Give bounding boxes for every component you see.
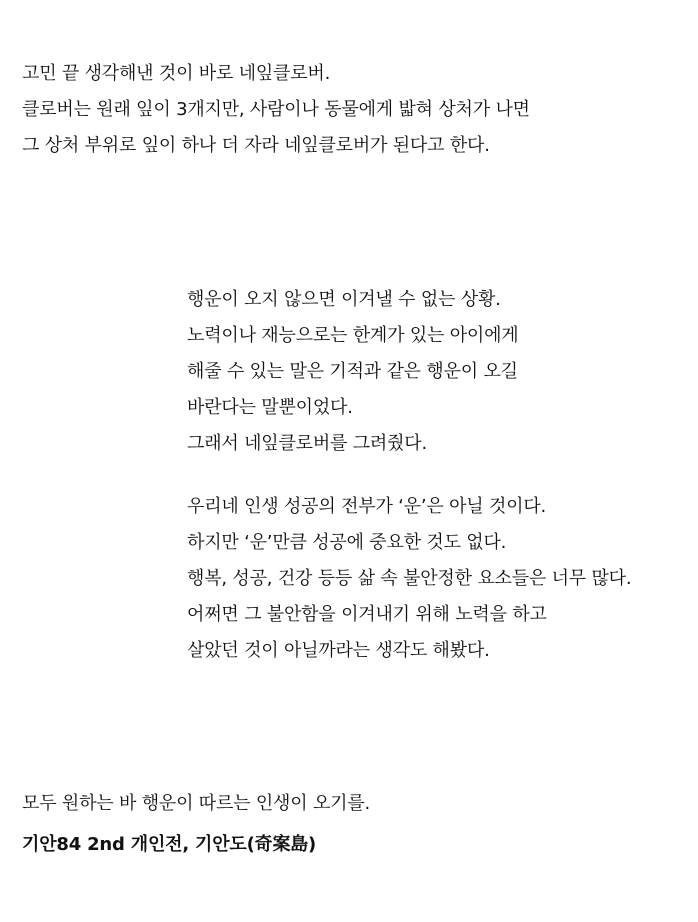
poem-line: 해줄 수 있는 말은 기적과 같은 행운이 오길 — [187, 361, 518, 382]
poem-line: 우리네 인생 성공의 전부가 ‘운’은 아닐 것이다. — [187, 496, 547, 517]
poem-line: 살았던 것이 아닐까라는 생각도 해봤다. — [187, 640, 490, 661]
poem-line: 노력이나 재능으로는 한계가 있는 아이에게 — [187, 325, 519, 346]
closing-wish-text: 모두 원하는 바 행운이 따르는 인생이 오기를. — [22, 793, 371, 814]
poem-line: 하지만 ‘운’만큼 성공에 중요한 것도 없다. — [187, 532, 507, 553]
intro-line: 그 상처 부위로 잎이 하나 더 자라 네잎클로버가 된다고 한다. — [22, 135, 490, 156]
poem-stanza-2 — [187, 489, 631, 669]
poem-line: 바란다는 말뿐이었다. — [187, 397, 353, 418]
poem-line: 행운이 오지 않으면 이겨낼 수 없는 상황. — [187, 289, 501, 310]
poem-line: 어쩌면 그 불안함을 이겨내기 위해 노력을 하고 — [187, 604, 547, 625]
intro-line: 고민 끝 생각해낸 것이 바로 네잎클로버. — [22, 63, 331, 84]
poem-stanza-1 — [187, 282, 518, 462]
exhibition-title: 기안84 2nd 개인전, 기안도(奇案島) — [22, 834, 317, 855]
poem-line: 그래서 네잎클로버를 그려줬다. — [187, 433, 428, 454]
poem-line: 행복, 성공, 건강 등등 삶 속 불안정한 요소들은 너무 많다. — [187, 568, 632, 589]
intro-paragraph — [22, 56, 530, 164]
closing-wish — [22, 786, 370, 822]
intro-line: 클로버는 원래 잎이 3개지만, 사람이나 동물에게 밟혀 상처가 나면 — [22, 99, 530, 120]
